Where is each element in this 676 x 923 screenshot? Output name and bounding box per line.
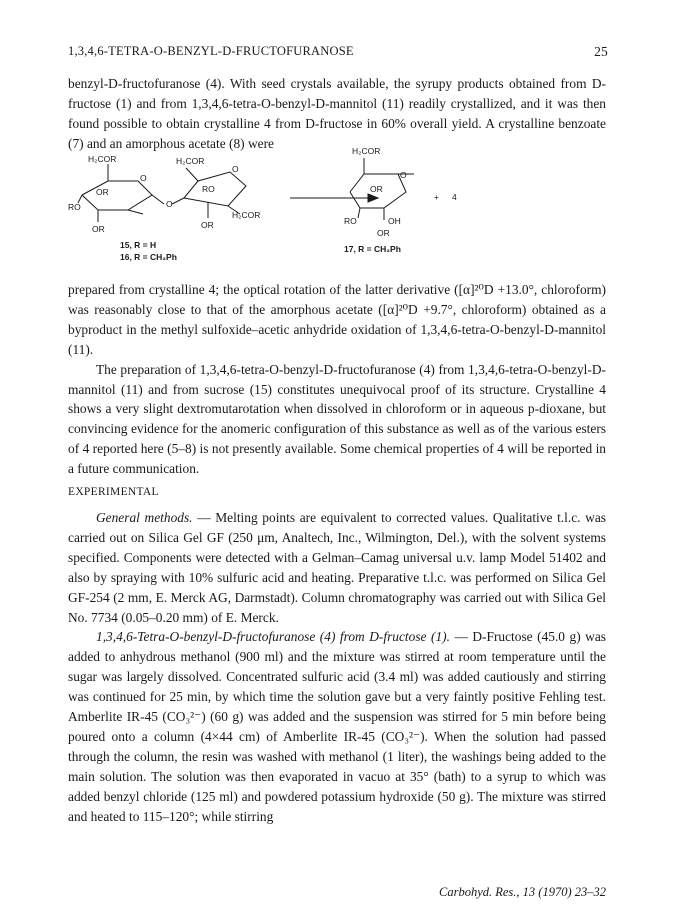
label-compound-17: 17, R = CH₂Ph: [344, 244, 401, 254]
scheme-plus: +: [434, 192, 439, 202]
sub-left-2: OR: [96, 187, 109, 197]
general-methods-lead: General methods.: [96, 510, 193, 525]
body-text-top: [68, 74, 606, 154]
sub-prod-4: OH: [388, 216, 401, 226]
paragraph-procedure: [68, 627, 606, 826]
sub-prod-1: H₂COR: [352, 148, 381, 156]
procedure-lead: 1,3,4,6-Tetra-O-benzyl-D-fructofuranose (4) from D-fructose (1).: [96, 629, 450, 645]
sub-right-2: RO: [202, 184, 215, 194]
sub-right-ring-o: O: [232, 164, 239, 174]
paragraph-rotation: prepared from crystalline 4; the optical rotation of the latter derivative ([α]²⁰D +13.0°, chloroform) was reasonably close to that of the amorphous acetate ([α]²⁰D +9.7°, chloroform) obtained as a byproduct in the methyl sulfoxide–acetic anhydride oxidation of 1,3,4,6-tetra-O-benzyl-D-mannitol (11).: [68, 282, 606, 357]
sub-prod-3: RO: [344, 216, 357, 226]
sub-left-4: OR: [92, 224, 105, 234]
sub-right-3: H₂COR: [232, 210, 261, 220]
sub-prod-5: OR: [377, 228, 390, 238]
paragraph-general-methods: [68, 508, 606, 627]
paragraph-continuation: benzyl-D-fructofuranose (4). With seed crystals available, the syrupy products obtained from D-fructose (1) and from 1,3,4,6-tetra-O-benzyl-D-mannitol (11) readily crystallized, and it was then found possible to obtain crystalline 4 from D-fructose in 60% overall yield. A crystalline benzoate (7) and an amorphous acetate (8) were: [68, 76, 606, 151]
sub-left-ring-o: O: [140, 173, 147, 183]
glycosidic-o: O: [166, 199, 173, 209]
journal-footer: Carbohyd. Res., 13 (1970) 23–32: [439, 885, 606, 899]
scheme-compound-4: 4: [452, 192, 457, 202]
procedure-body: — D-Fructose (45.0 g) was added to anhydrous methanol (900 ml) and the mixture was stirred at room temperature until the sugar was largely dissolved. Concentrated sulfuric acid (3.4 ml) was added cautiously and stirring was continued for 25 min, by which time the solution gave but a very faintly positive Fehling test. Amberlite IR-45 (CO₃²⁻) (60 g) was added and the suspension was stirred for 5 min before being poured onto a column (4×44 cm) of Amberlite IR-45 (CO₃²⁻). When the solution had passed through the column, the resin was washed with methanol (1 liter), the washings being added to the main solution. The solution was then evaporated in vacuo at 35° (bath) to a syrup to which was added benzyl chloride (125 ml) and powdered potassium hydroxide (50 g). The mixture was stirred and heated to 115–120°; while stirring: [68, 629, 606, 824]
general-methods-body: — Melting points are equivalent to corrected values. Qualitative t.l.c. was carried out on Silica Gel GF (250 μm, Analtech, Inc., Wilmington, Del.), with the solvent systems specified. Components were detected with a Gelman–Camag universal u.v. lamp Model 51402 and also by spraying with 10% sulfuric acid and heating. Preparative t.l.c. was performed on Silica Gel GF-254 (2 mm, E. Merck AG, Darmstadt). Column chromatography was carried out with Silica Gel No. 7734 (0.05–0.20 mm) of E. Merck.: [68, 510, 606, 625]
body-text-middle: [68, 280, 606, 479]
reaction-scheme: [68, 148, 606, 268]
sub-prod-2: OR: [370, 184, 383, 194]
section-heading-experimental: EXPERIMENTAL: [68, 486, 159, 498]
sub-right-1: H₂COR: [176, 156, 205, 166]
paragraph-preparation: The preparation of 1,3,4,6-tetra-O-benzyl-D-fructofuranose (4) from 1,3,4,6-tetra-O-benzyl-D-mannitol (11) and from sucrose (15) constitutes unequivocal proof of its structure. Crystalline 4 shows a very slight dextromutarotation when dissolved in chloroform or in aqueous p-dioxane, but convincing evidence for the anomeric configuration of this substance as well as of the various esters of 4 reported here (5–8) is not presently available. Some chemical properties of 4 will be reported in a future communication.: [68, 361, 606, 477]
running-title: 1,3,4,6-TETRA-O-BENZYL-D-FRUCTOFURANOSE: [68, 44, 354, 58]
sub-left-3: RO: [68, 202, 81, 212]
label-compound-15: 15, R = H: [120, 240, 157, 250]
page-number: 25: [594, 44, 608, 59]
label-compound-16: 16, R = CH₂Ph: [120, 252, 177, 262]
body-text-experimental: [68, 508, 606, 827]
sub-prod-ring-o: O: [400, 170, 407, 180]
sub-left-1: H₂COR: [88, 154, 117, 164]
page-header: [68, 44, 608, 62]
scheme-drawing: [68, 148, 606, 268]
sub-right-4: OR: [201, 220, 214, 230]
